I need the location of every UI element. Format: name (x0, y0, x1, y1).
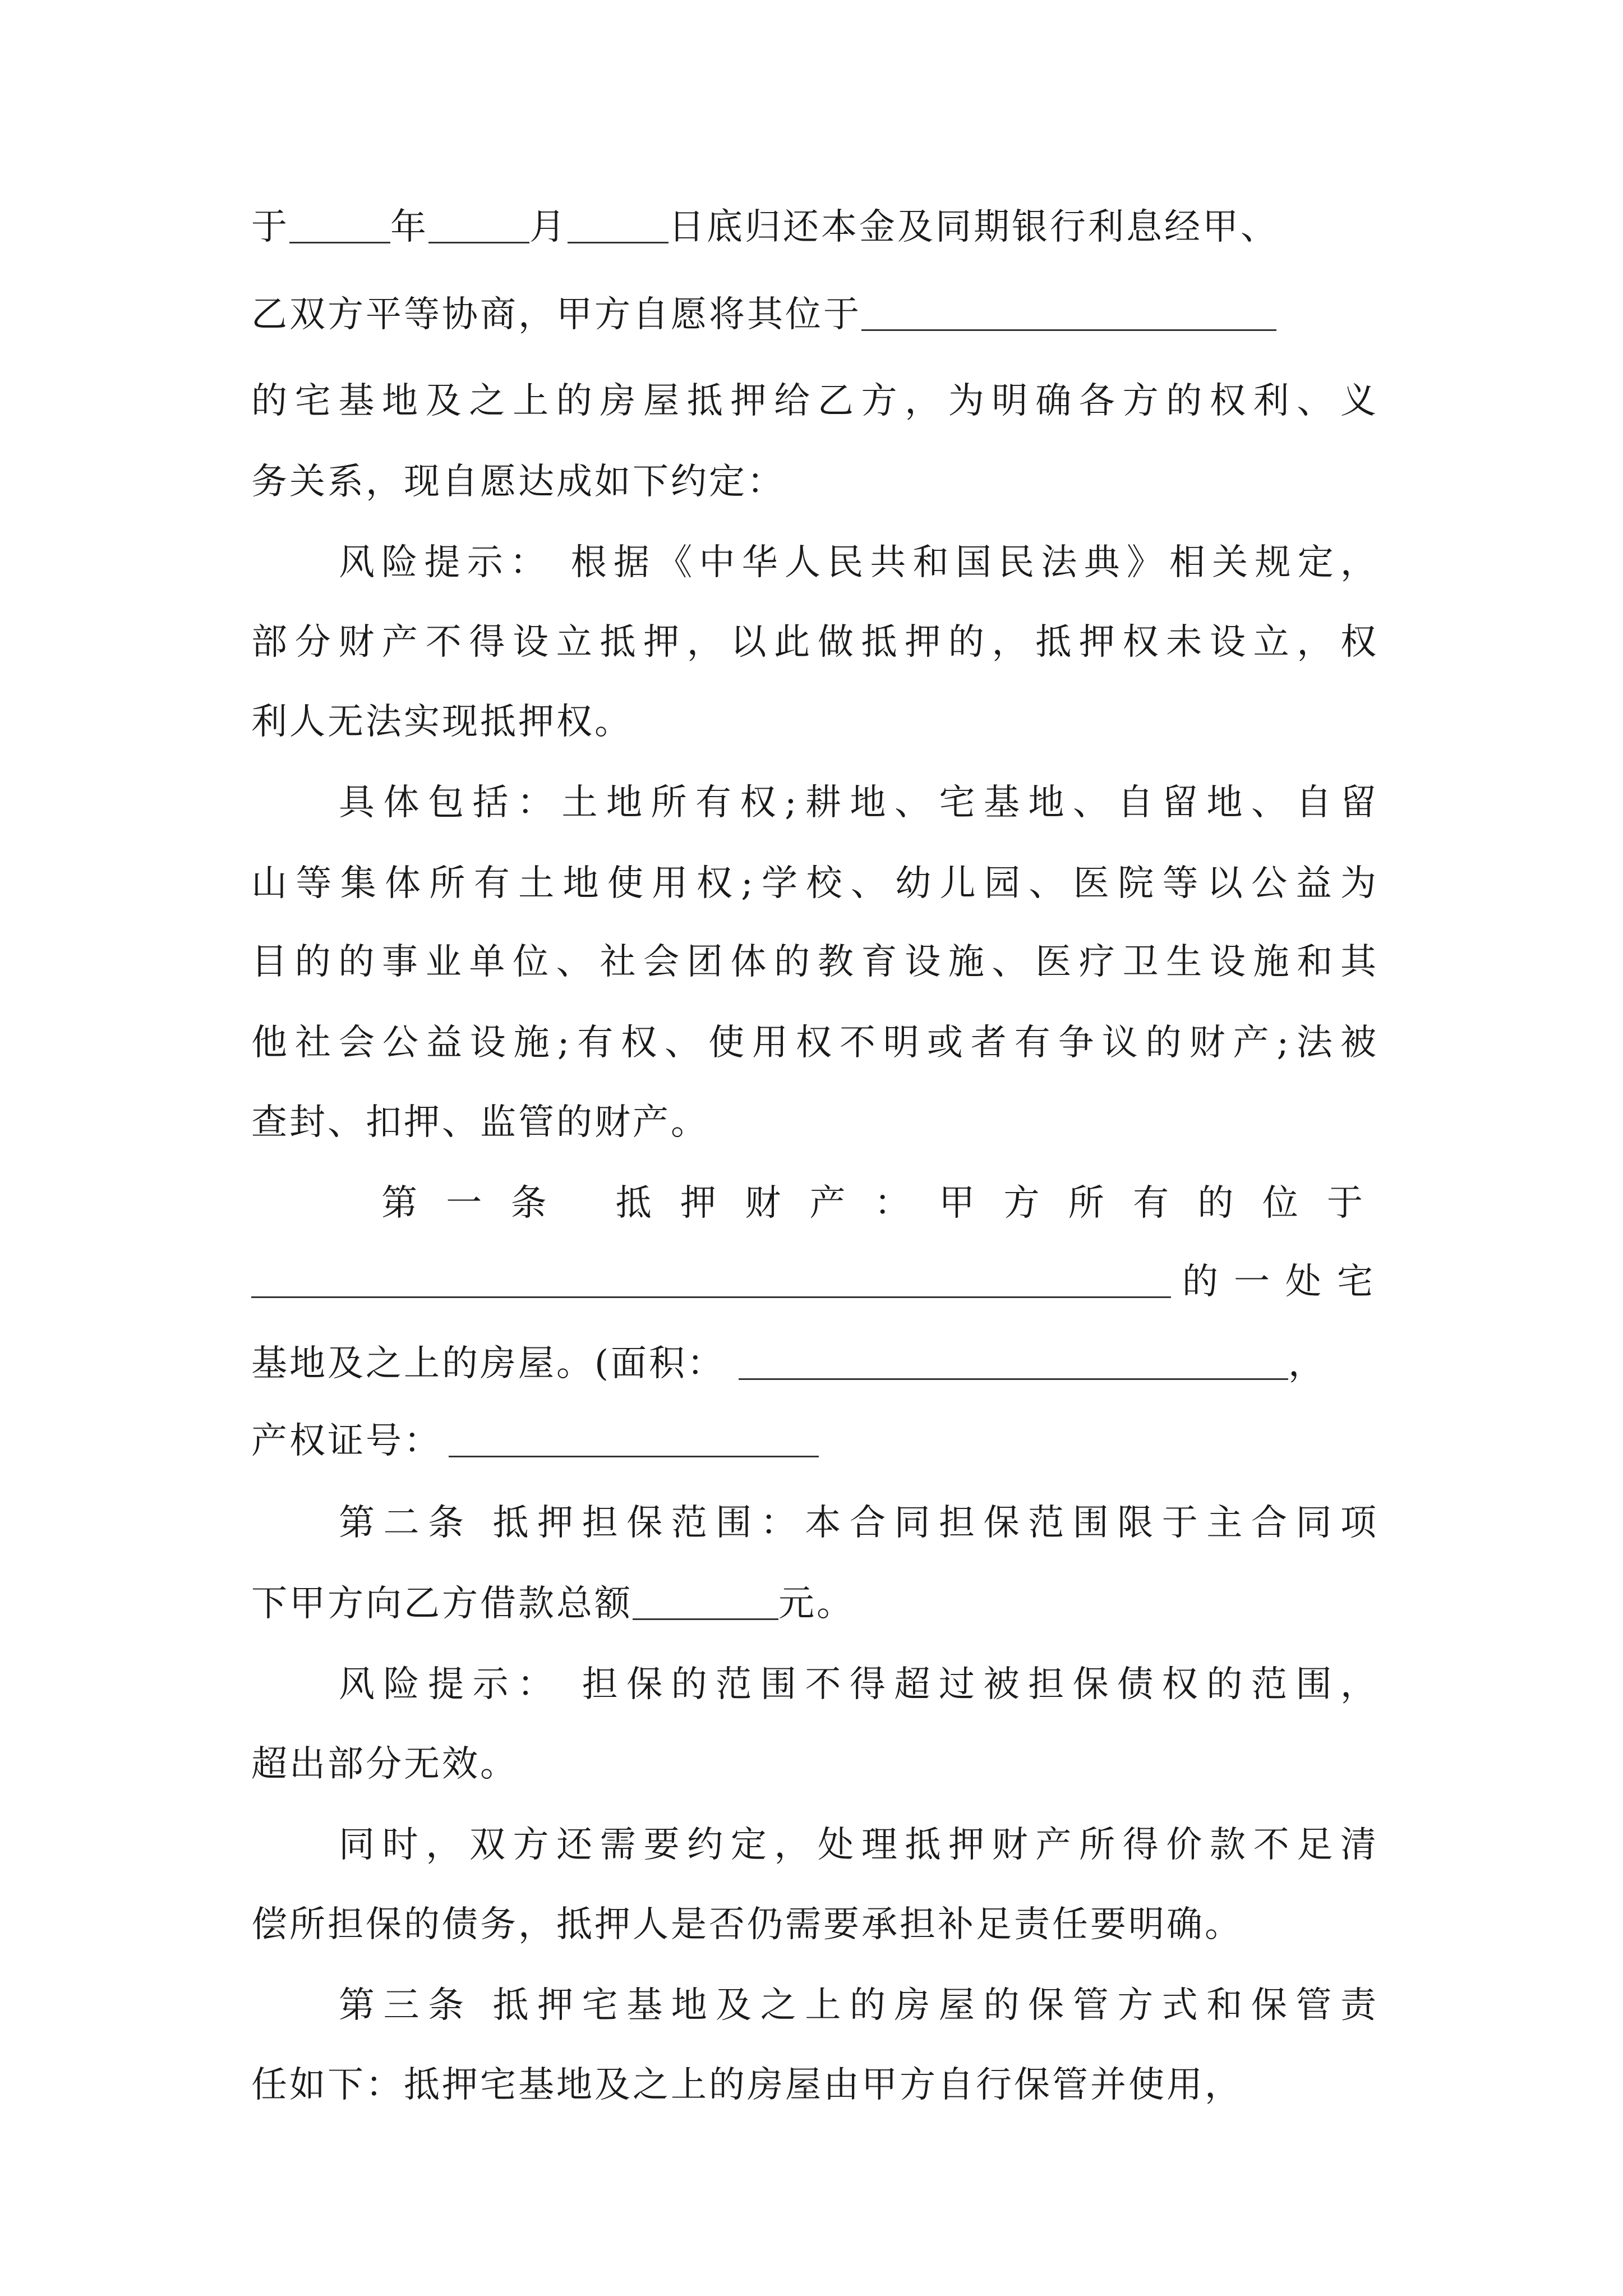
text-line-1 (251, 202, 1378, 252)
loan-amount-blank[interactable] (633, 1585, 778, 1620)
text-line-7: 利人无法实现抵押权。 (251, 701, 633, 743)
property-location-blank[interactable] (251, 1263, 1171, 1298)
text-segment: 日底归还本金及同期银行利息经甲、 (668, 206, 1279, 248)
area-blank[interactable] (739, 1345, 1288, 1380)
text-line-12: 查封、扣押、监管的财产。 (251, 1102, 709, 1143)
text-line-15 (251, 1338, 1378, 1389)
text-segment: 乙双方平等协商，甲方自愿将其位于 (251, 294, 861, 335)
location-blank[interactable] (861, 296, 1276, 331)
text-line-16 (251, 1416, 1378, 1466)
text-segment: 月 (529, 206, 568, 248)
text-line-2 (251, 289, 1378, 340)
text-line-8: 具体包括：土地所有权;耕地、宅基地、自留地、自留 (339, 782, 1378, 823)
text-segment: 下甲方向乙方借款总额 (251, 1583, 633, 1625)
article-2-heading: 第二条 抵押担保范围：本合同担保范围限于主合同项 (339, 1502, 1378, 1544)
text-segment: 基地及之上的房屋。(面积： (251, 1343, 725, 1384)
text-line-24: 任如下：抵押宅基地及之上的房屋由甲方自行保管并使用， (251, 2064, 1243, 2106)
article-1-heading: 第一条 抵押财产：甲方所有的位于 (381, 1182, 1378, 1224)
risk-notice-1: 风险提示： 根据《中华人民共和国民法典》相关规定， (339, 542, 1378, 583)
text-line-20: 超出部分无效。 (251, 1743, 518, 1785)
text-line-9: 山等集体所有土地使用权;学校、幼儿园、医院等以公益为 (251, 863, 1378, 904)
text-line-6: 部分财产不得设立抵押，以此做抵押的，抵押权未设立，权 (251, 622, 1378, 663)
text-segment: 于 (251, 206, 289, 248)
day-blank[interactable] (568, 208, 668, 243)
text-line-3: 的宅基地及之上的房屋抵押给乙方，为明确各方的权利、义 (251, 380, 1378, 422)
text-segment: 产权证号： (251, 1420, 442, 1462)
text-line-10: 目的的事业单位、社会团体的教育设施、医疗卫生设施和其 (251, 941, 1378, 983)
text-line-18 (251, 1579, 1378, 1629)
text-line-14 (251, 1257, 1389, 1307)
text-line-22: 偿所担保的债务，抵押人是否仍需要承担补足责任要明确。 (251, 1904, 1243, 1945)
certificate-number-blank[interactable] (449, 1422, 819, 1457)
text-segment: 的一处宅 (1182, 1261, 1389, 1303)
text-line-4: 务关系，现自愿达成如下约定： (251, 461, 785, 503)
text-segment: 年 (390, 206, 428, 248)
month-blank[interactable] (428, 208, 529, 243)
text-line-11: 他社会公益设施;有权、使用权不明或者有争议的财产;法被 (251, 1022, 1378, 1064)
article-3-heading: 第三条 抵押宅基地及之上的房屋的保管方式和保管责 (339, 1985, 1378, 2026)
text-line-21: 同时，双方还需要约定，处理抵押财产所得价款不足清 (339, 1824, 1378, 1866)
risk-notice-2: 风险提示： 担保的范围不得超过被担保债权的范围， (339, 1664, 1378, 1705)
text-segment: 元。 (778, 1583, 855, 1625)
year-blank[interactable] (289, 208, 390, 243)
text-segment: ， (1288, 1343, 1326, 1384)
